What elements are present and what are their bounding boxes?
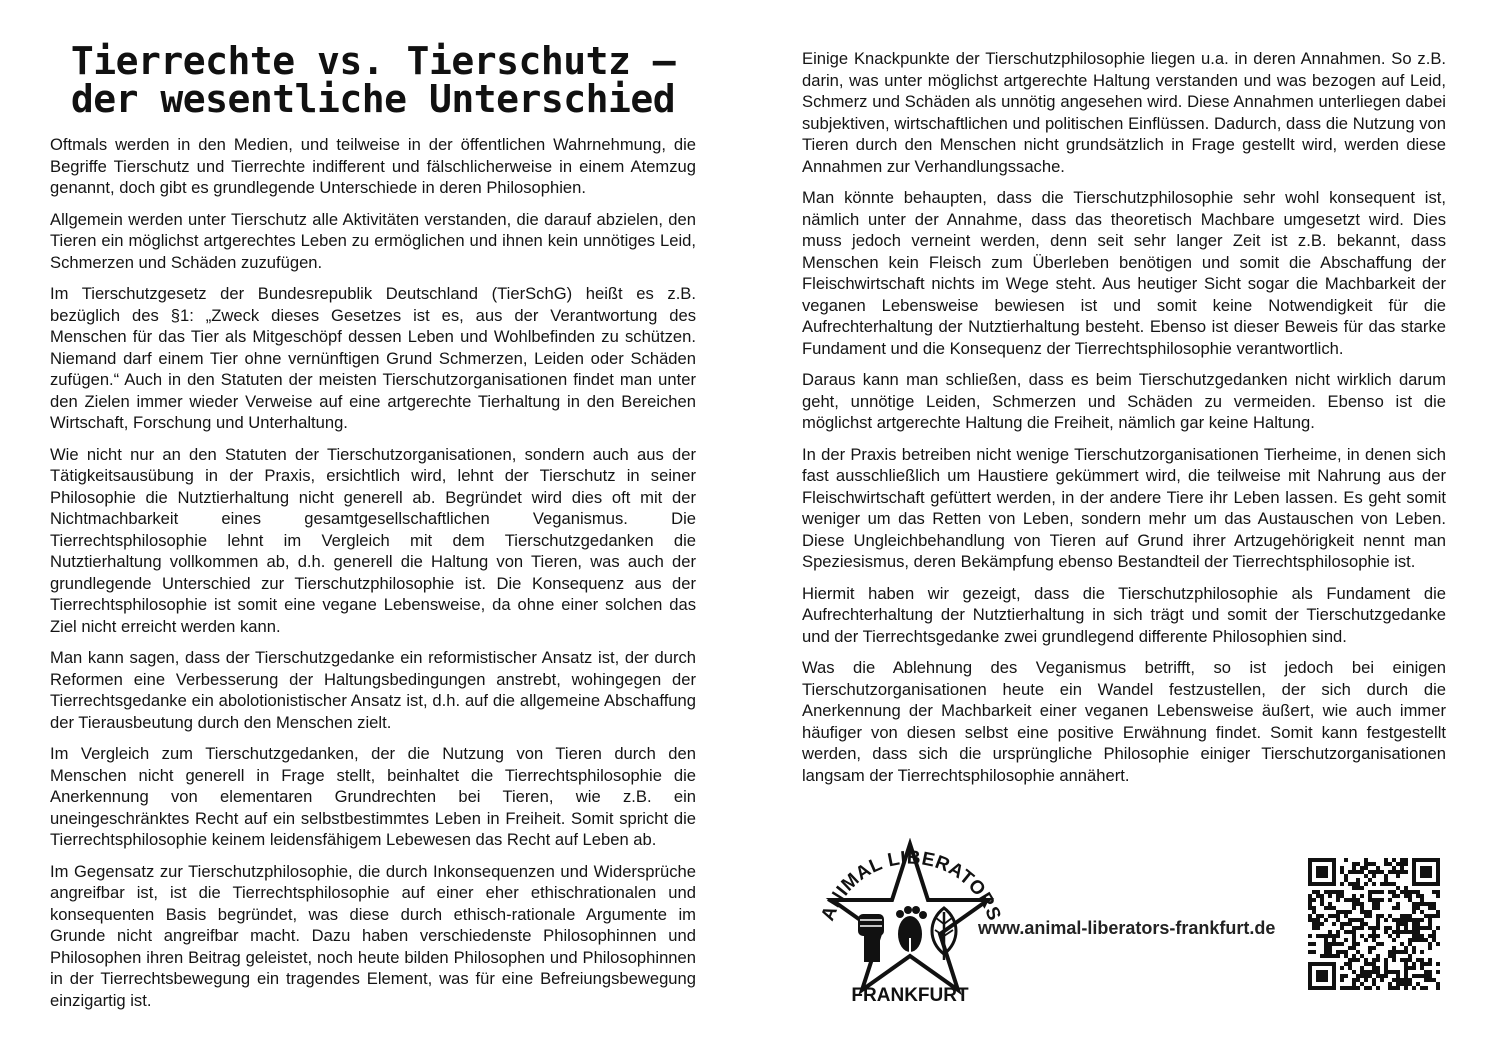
- paragraph: Daraus kann man schließen, dass es beim Tierschutzgedanken nicht wirklich darum geht, unnötige Leiden, Schmerzen und Schäden zu vermeiden. Ebenso ist die möglichst artgerechte Haltung die Freiheit, nämlich gar keine Haltung.: [802, 370, 1446, 432]
- paw-icon: [896, 906, 927, 952]
- logo-bottom-text: FRANKFURT: [851, 985, 969, 1006]
- paragraph: Man kann sagen, dass der Tierschutzgedanke ein reformistischer Ansatz ist, der durch Reformen eine Verbesserung der Haltungsbedingungen anstrebt, wohingegen der Tierrechtsgedanke ein abolotionistischer Ansatz ist, d.h. auf die allgemeine Abschaffung der Tierausbeutung durch den Menschen zielt.: [50, 648, 696, 732]
- logo-top-text: ANIMAL LIBERATORS: [817, 847, 1005, 924]
- title-line-2: der wesentliche Unterschied: [70, 77, 676, 121]
- paragraph: Oftmals werden in den Medien, und teilweise in der öffentlichen Wahrnehmung, die Begriffe Tierschutz und Tierrechte indifferent und fälschlicherweise in einem Atemzug genannt, doch gibt es grundlegende Unterschiede in deren Philosophien.: [50, 135, 696, 197]
- left-column: [50, 39, 696, 1021]
- paragraph: Einige Knackpunkte der Tierschutzphilosophie liegen u.a. in deren Annahmen. So z.B. darin, was unter möglichst artgerechte Haltung verstanden und was bezogen auf Leid, Schmerz und Schäden als unnötig angesehen wird. Diese Annahmen unterliegen dabei subjektiven, wirtschaftlichen und politischen Einflüssen. Dadurch, dass die Nutzung von Tieren durch den Menschen nicht grundsätzlich in Frage gestellt wird, werden diese Annahmen zur Verhandlungssache.: [802, 49, 1446, 176]
- leaf-icon: [932, 908, 956, 960]
- paragraph: Hiermit haben wir gezeigt, dass die Tierschutzphilosophie als Fundament die Aufrechterhaltung der Nutztierhaltung in sich trägt und somit der Tierschutzgedanke und der Tierrechtsgedanke zwei grundlegend differente Philosophien sind.: [802, 583, 1446, 646]
- qr-caption: [1300, 990, 1440, 1004]
- paragraph: Im Tierschutzgesetz der Bundesrepublik Deutschland (TierSchG) heißt es z.B. bezüglich des §1: „Zweck dieses Gesetzes ist es, aus der Verantwortung des Menschen für das Tier als Mitgeschöpf dessen Leben und Wohlbefinden zu schützen. Niemand darf einem Tier ohne vernünftigen Grund Schmerzen, Leiden oder Schäden zufügen.“ Auch in den Statuten der meisten Tierschutzorganisationen findet man unter den Zielen immer wieder Verweise auf eine artgerechte Tierhaltung in den Bereichen Wirtschaft, Forschung und Unterhaltung.: [50, 284, 696, 432]
- title-line-1: Tierrechte vs. Tierschutz –: [70, 39, 676, 83]
- website-link[interactable]: www.animal-liberators-frankfurt.de: [978, 918, 1276, 938]
- qr-code-icon: [1308, 858, 1440, 990]
- paragraph: Im Gegensatz zur Tierschutzphilosophie, die durch Inkonsequenzen und Widersprüche angreifbar ist, ist die Tierrechtsphilosophie auf einer eher ethischrationalen und konsequenten Basis begründet, was diese durch ethisch-rationale Argumente im Grunde nicht angreifbar macht. Dazu haben verschiedenste Philosophinnen und Philosophen ihren Beitrag geleistet, noch heute bilden Philosophen und Philosophinnen in der Tierrechtsbewegung ein tragendes Element, was für eine Befreiungsbewegung einzigartig ist.: [50, 861, 696, 1010]
- paragraph: In der Praxis betreiben nicht wenige Tierschutzorganisationen Tierheime, in denen sich fast ausschließlich um Haustiere gekümmert wird, die teilweise mit Nahrung aus der Fleischwirtschaft gefüttert werden, in der andere Tiere ihr Leben lassen. Es geht somit weniger um das Retten von Leben, sondern mehr um das Austauschen von Leben. Diese Ungleichbehandlung von Tieren auf Grund ihrer Artzugehörigkeit nennt man Speziesismus, deren Bekämpfung ebenso Bestandteil der Tierrechtsphilosophie ist.: [802, 444, 1446, 571]
- paragraph: Im Vergleich zum Tierschutzgedanken, der die Nutzung von Tieren durch den Menschen nicht generell in Frage stellt, beinhaltet die Tierrechtsphilosophie die Anerkennung von elementaren Grundrechten bei Tieren, wie z.B. ein uneingeschränktes Recht auf ein selbstbestimmtes Leben in Freiheit. Somit spricht die Tierrechtsphilosophie keinem leidensfähigem Lebewesen das Recht auf Leben ab.: [50, 744, 696, 849]
- right-column: [802, 48, 1446, 796]
- paragraph: Man könnte behaupten, dass die Tierschutzphilosophie sehr wohl konsequent ist, nämlich unter der Annahme, dass das theoretisch Machbare umgesetzt wird. Dies muss jedoch verneint werden, denn seit sehr langer Zeit ist z.B. bekannt, dass Menschen kein Fleisch zum Überleben benötigen und somit die Abschaffung der Fleischwirtschaft nichts im Wege steht. Aus heutiger Sicht sogar die Machbarkeit der veganen Lebensweise bewiesen ist und somit keine Notwendigkeit für die Aufrechterhaltung der Nutztierhaltung besteht. Ebenso ist dieser Beweis für das starke Fundament und die Konsequenz der Tierrechtsphilosophie verantwortlich.: [802, 188, 1446, 358]
- paragraph: Was die Ablehnung des Veganismus betrifft, so ist jedoch bei einigen Tierschutzorganisationen heute ein Wandel festzustellen, der sich durch die Anerkennung der Machbarkeit einer veganen Lebensweise äußert, wie auch immer häufiger von diesen selbst eine positive Erwähnung findet. Somit kann festgestellt werden, dass sich die ursprüngliche Philosophie einiger Tierschutzorganisationen langsam der Tierrechtsphilosophie annähert.: [802, 658, 1446, 785]
- paragraph: Wie nicht nur an den Statuten der Tierschutzorganisationen, sondern auch aus der Tätigkeitsausübung in der Praxis, ersichtlich wird, lehnt der Tierschutz in seiner Philosophie die Nutztierhaltung nicht generell ab. Begründet wird dies oft mit der Nichtmachbarkeit eines gesamtgesellschaftlichen Veganismus. Die Tierrechtsphilosophie lehnt im Vergleich mit dem Tierschutzgedanken die Nutztierhaltung vollkommen ab, d.h. generell die Haltung von Tieren, was auch der grundlegende Unterschied zur Tierschutzphilosophie ist. Die Konsequenz aus der Tierrechtsphilosophie ist somit eine vegane Lebensweise, da ohne einer solchen das Ziel nicht erreicht werden kann.: [50, 444, 696, 636]
- page-title: [50, 39, 696, 121]
- paragraph: Allgemein werden unter Tierschutz alle Aktivitäten verstanden, die darauf abzielen, den Tieren ein möglichst artgerechtes Leben zu ermöglichen und ihnen kein unnötiges Leid, Schmerzen und Schäden zuzufügen.: [50, 209, 696, 272]
